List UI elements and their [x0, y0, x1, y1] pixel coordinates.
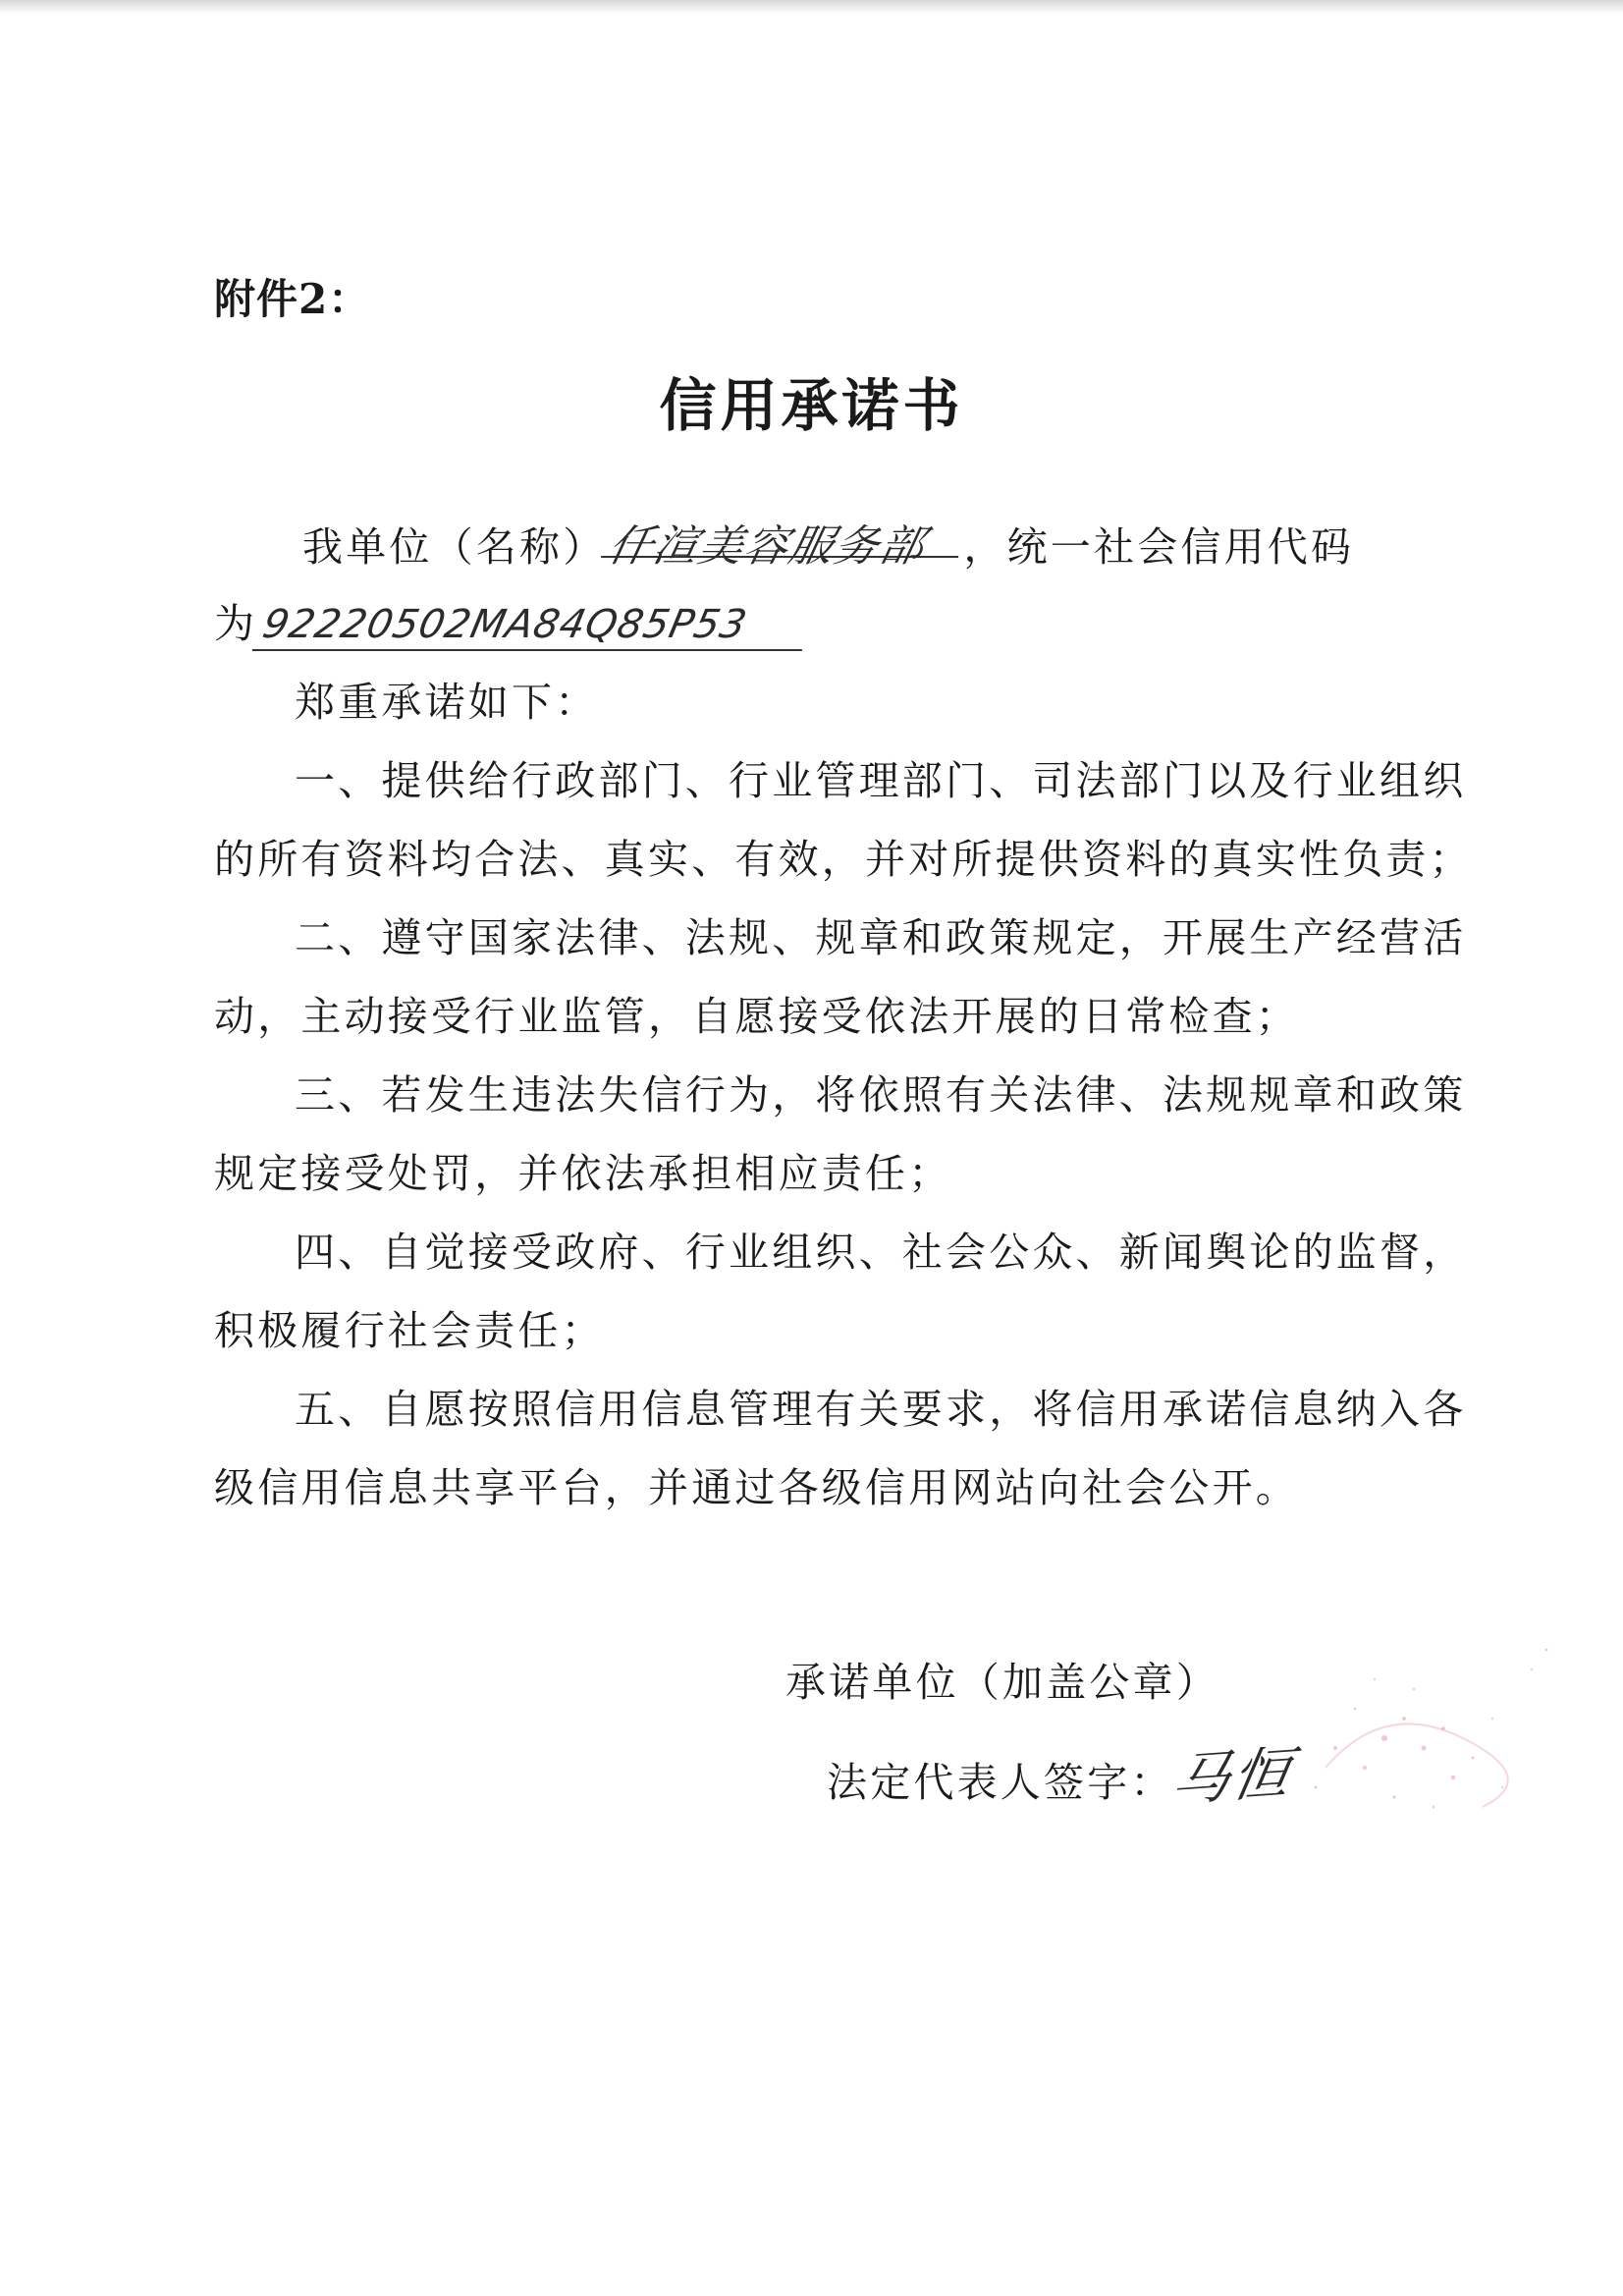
intro-suffix: ，统一社会信用代码: [963, 523, 1355, 571]
paragraph-line: 三、若发生违法失信行为，将依照有关法律、法规规章和政策: [295, 1071, 1467, 1119]
code-line: [214, 591, 807, 651]
paragraph-line: 一、提供给行政部门、行业管理部门、司法部门以及行业组织: [295, 757, 1467, 804]
document-title: 信用承诺书: [659, 372, 964, 439]
representative-signature-line: [827, 1730, 1298, 1815]
intro-prefix: 我单位（名称）: [302, 523, 607, 571]
paragraph-line: 二、遵守国家法律、法规、规章和政策规定，开展生产经营活: [295, 914, 1467, 961]
handwritten-signature: 马恒: [1165, 1738, 1298, 1815]
lead-text: 郑重承诺如下：: [295, 679, 599, 726]
paragraph-line: 级信用信息共享平台，并通过各级信用网站向社会公开。: [214, 1464, 1299, 1511]
paragraph-line: 五、自愿按照信用信息管理有关要求，将信用承诺信息纳入各: [295, 1386, 1467, 1433]
paragraph-line: 四、自觉接受政府、行业组织、社会公众、新闻舆论的监督，: [295, 1229, 1467, 1276]
paragraph-line: 规定接受处罚，并依法承担相应责任；: [214, 1150, 952, 1197]
handwritten-credit-code: 92220502MA84Q85P53: [252, 602, 813, 651]
code-prefix: 为: [214, 600, 258, 647]
representative-label: 法定代表人签字：: [827, 1759, 1174, 1806]
handwritten-unit-name: 仟渲美容服务部: [601, 511, 968, 558]
commitment-unit-label: 承诺单位（加盖公章）: [785, 1659, 1219, 1706]
paragraph-line: 的所有资料均合法、真实、有效，并对所提供资料的真实性负责；: [214, 836, 1473, 883]
intro-line: [302, 511, 1354, 573]
paragraph-line: 积极履行社会责任；: [214, 1307, 605, 1354]
paragraph-line: 动，主动接受行业监管，自愿接受依法开展的日常检查；: [214, 993, 1299, 1040]
attachment-label: 附件2：: [214, 275, 371, 323]
scan-edge-shadow: [0, 0, 1623, 14]
